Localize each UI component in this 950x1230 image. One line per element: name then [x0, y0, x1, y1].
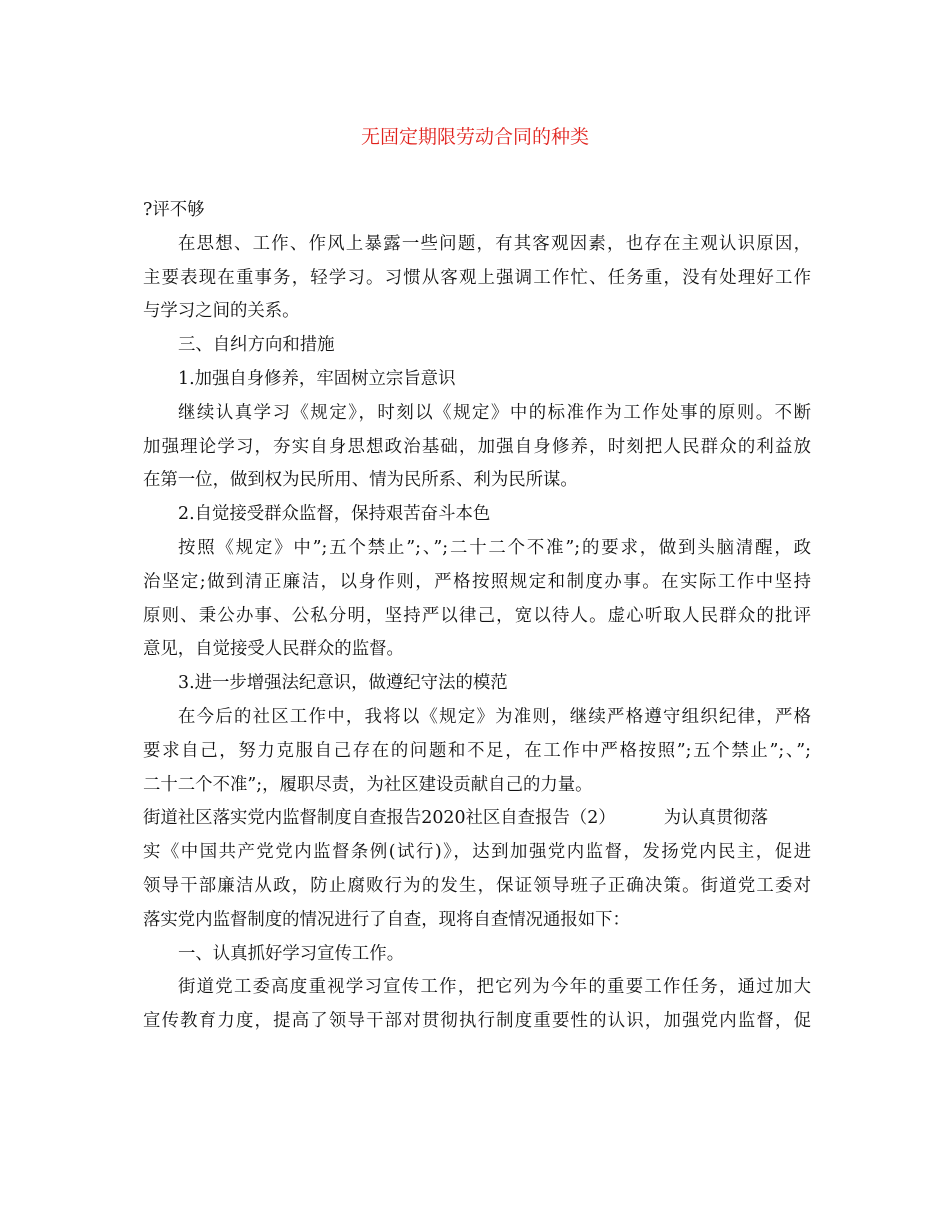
body-line: 与学习之间的关系。 [143, 301, 300, 322]
body-line: 街道党工委高度重视学习宣传工作，把它列为今年的重要工作任务，通过加大 [178, 977, 811, 998]
body-line: 落实党内监督制度的情况进行了自查，现将自查情况通报如下： [143, 909, 630, 930]
body-line: 继续认真学习《规定》，时刻以《规定》中的标准作为工作处事的原则。不断 [178, 402, 811, 423]
body-line: 领导干部廉洁从政，防止腐败行为的发生，保证领导班子正确决策。街道党工委对 [143, 875, 811, 896]
body-line: 治坚定;做到清正廉洁，以身作则，严格按照规定和制度办事。在实际工作中坚持 [143, 571, 811, 592]
body-line: 要求自己，努力克服自己存在的问题和不足，在工作中严格按照”;五个禁止”;、”; [143, 740, 811, 761]
report-title: 街道社区落实党内监督制度自查报告2020社区自查报告（2） [143, 808, 616, 829]
report-intro-start: 为认真贯彻落 [663, 808, 769, 829]
body-line: 在今后的社区工作中，我将以《规定》为准则，继续严格遵守组织纪律，严格 [178, 706, 811, 727]
subsection-heading: 1.加强自身修养，牢固树立宗旨意识 [178, 368, 456, 389]
body-line-report-heading [143, 802, 811, 836]
section-heading: 一、认真抓好学习宣传工作。 [178, 943, 405, 964]
section-heading: 三、自纠方向和措施 [178, 335, 335, 356]
body-line: 宣传教育力度，提高了领导干部对贯彻执行制度重要性的认识，加强党内监督，促 [143, 1011, 811, 1032]
subsection-heading: 3.进一步增强法纪意识，做遵纪守法的模范 [178, 673, 508, 694]
document-body [143, 194, 811, 1039]
subsection-heading: 2.自觉接受群众监督，保持艰苦奋斗本色 [178, 504, 491, 525]
body-line: 实《中国共产党党内监督条例(试行)》，达到加强党内监督，发扬党内民主，促进 [143, 842, 811, 863]
body-line: 主要表现在重事务，轻学习。习惯从客观上强调工作忙、任务重，没有处理好工作 [143, 267, 811, 288]
body-line: 原则、秉公办事、公私分明，坚持严以律己，宽以待人。虚心听取人民群众的批评 [143, 605, 811, 626]
body-line: 在第一位，做到权为民所用、情为民所系、利为民所谋。 [143, 470, 578, 491]
body-line: 按照《规定》中”;五个禁止”;、”;二十二个不准”;的要求，做到头脑清醒，政 [178, 537, 811, 558]
body-line: ?评不够 [143, 200, 205, 220]
body-line: 在思想、工作、作风上暴露一些问题，有其客观因素，也存在主观认识原因， [178, 233, 811, 254]
body-line: 二十二个不准”;，履职尽责，为社区建设贡献自己的力量。 [143, 774, 593, 795]
body-line: 加强理论学习，夯实自身思想政治基础，加强自身修养，时刻把人民群众的利益放 [143, 436, 811, 457]
document-title: 无固定期限劳动合同的种类 [360, 126, 589, 148]
body-line: 意见，自觉接受人民群众的监督。 [143, 639, 404, 660]
